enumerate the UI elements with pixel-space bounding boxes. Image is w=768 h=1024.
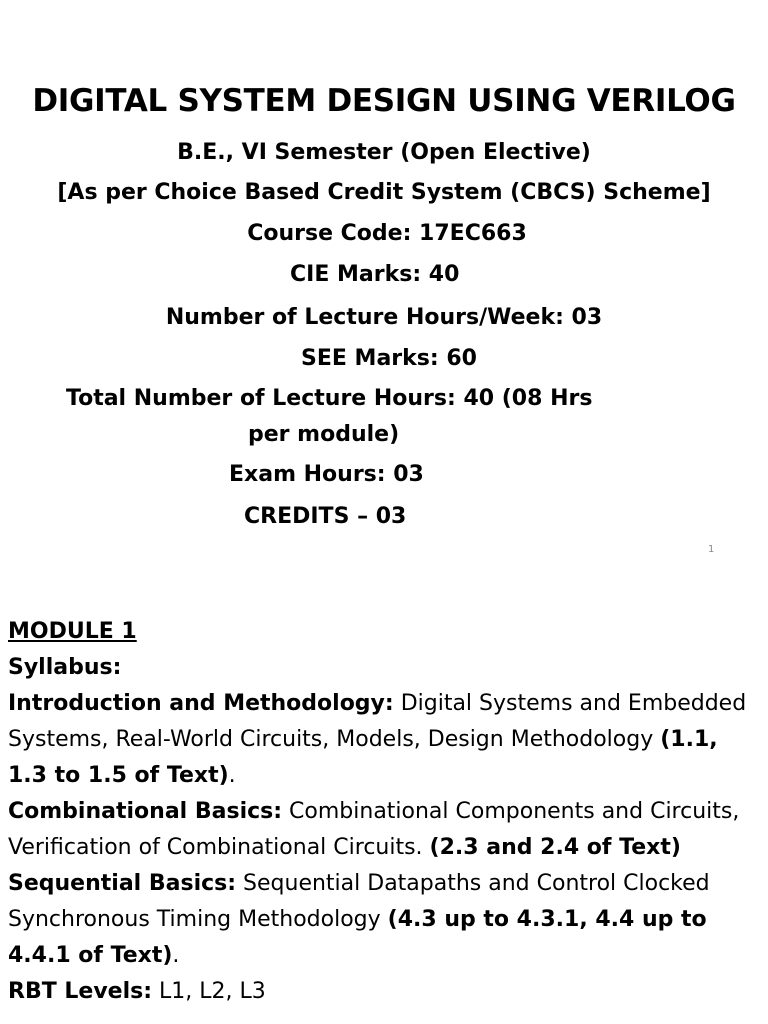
course-code: Course Code: 17EC663 (247, 221, 527, 246)
cie-marks: CIE Marks: 40 (290, 262, 460, 287)
module-heading: MODULE 1 (8, 619, 137, 644)
total-hours-line-2: per module) (248, 422, 400, 447)
page-number: 1 (708, 544, 715, 555)
intro-end: . (228, 763, 236, 788)
rbt-text: L1, L2, L3 (152, 979, 266, 1004)
module-content (8, 614, 758, 1010)
exam-hours: Exam Hours: 03 (229, 462, 424, 487)
comb-label: Combinational Basics: (8, 799, 283, 824)
page-title: DIGITAL SYSTEM DESIGN USING VERILOG (32, 83, 736, 119)
scheme-line: [As per Choice Based Credit System (CBCS) Scheme] (57, 180, 711, 205)
intro-label: Introduction and Methodology: (8, 691, 394, 716)
seq-label: Sequential Basics: (8, 871, 237, 896)
seq-end: . (172, 943, 180, 968)
comb-paragraph (8, 794, 758, 866)
rbt-label: RBT Levels: (8, 979, 153, 1004)
lecture-hours-week: Number of Lecture Hours/Week: 03 (165, 305, 603, 330)
comb-text: Combinational Components and Circuits, Verification of Combinational Circuits. (8, 799, 740, 860)
intro-reference: (1.1, 1.3 to 1.5 of Text) (8, 727, 718, 788)
syllabus-label: Syllabus: (8, 655, 122, 680)
semester-line: B.E., VI Semester (Open Elective) (177, 140, 591, 165)
intro-paragraph (8, 686, 758, 794)
seq-reference: (4.3 up to 4.3.1, 4.4 up to 4.4.1 of Text) (8, 907, 707, 968)
comb-reference: (2.3 and 2.4 of Text) (429, 835, 681, 860)
credits: CREDITS – 03 (244, 504, 407, 529)
see-marks: SEE Marks: 60 (301, 346, 477, 371)
rbt-paragraph (8, 974, 758, 1010)
seq-text: Sequential Datapaths and Control Clocked Synchronous Timing Methodology (8, 871, 710, 932)
intro-text: Digital Systems and Embedded Systems, Real-World Circuits, Models, Design Methodology (8, 691, 747, 752)
total-hours-line-1: Total Number of Lecture Hours: 40 (08 Hrs (66, 386, 593, 411)
seq-paragraph (8, 866, 758, 974)
